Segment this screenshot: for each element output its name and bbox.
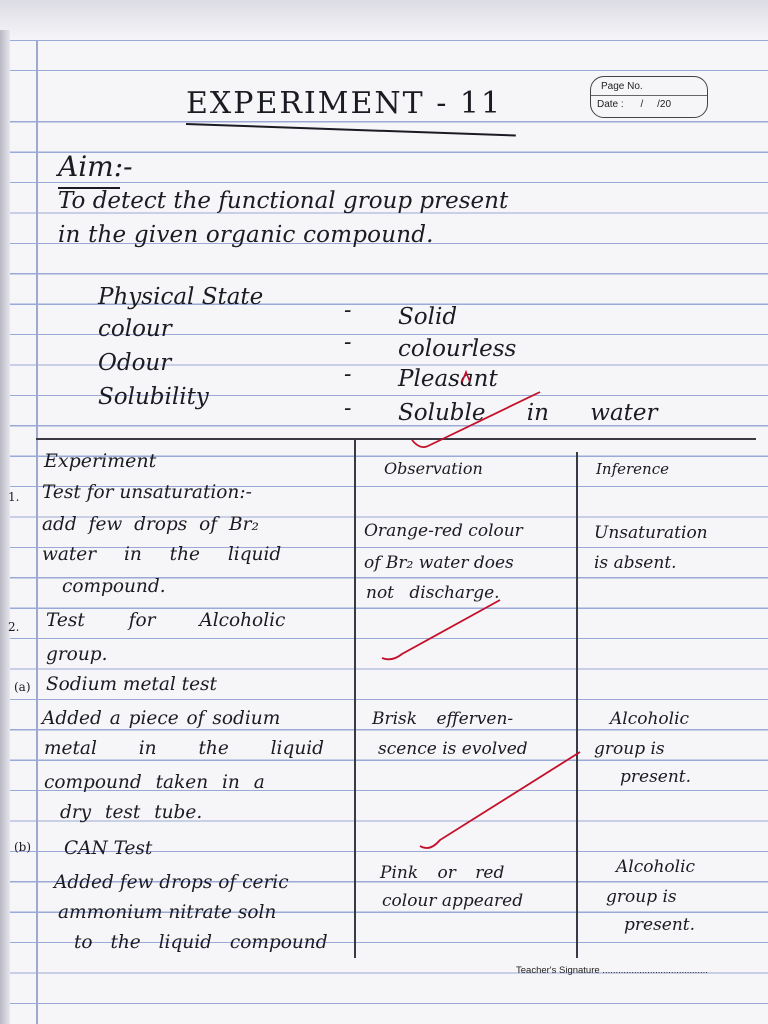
date-row (597, 99, 671, 110)
observation-line: Brisk efferven- (372, 709, 514, 729)
title-underline (186, 123, 516, 137)
property-value: Pleasant (398, 366, 498, 392)
property-label: Odour (98, 350, 172, 376)
observation-line: colour appeared (382, 891, 524, 911)
inference-line: Alcoholic (616, 857, 696, 877)
observation-line: not discharge. (366, 583, 500, 603)
property-dash: - (344, 362, 352, 387)
margin-line (36, 40, 38, 1024)
observation-line: of Br₂ water does (364, 553, 514, 573)
page-box-divider (591, 95, 707, 96)
table-column-divider (354, 438, 356, 958)
property-label: Physical State (98, 284, 264, 310)
experiment-line: water in the liquid (42, 544, 282, 565)
teacher-signature-label: Teacher's Signature ........................................ (516, 965, 708, 976)
inference-line: Unsaturation (594, 523, 708, 543)
property-value: Solid (398, 304, 458, 330)
experiment-line: Sodium metal test (46, 674, 217, 695)
column-header-inference: Inference (596, 460, 670, 478)
experiment-line: add few drops of Br₂ (42, 514, 259, 535)
inference-line: group is (594, 739, 665, 759)
experiment-line: compound taken in a (44, 772, 265, 793)
experiment-line: metal in the liquid (44, 738, 324, 759)
experiment-line: CAN Test (64, 838, 153, 859)
property-label: colour (98, 316, 172, 342)
inference-line: is absent. (594, 553, 677, 573)
aim-heading: Aim:- (58, 150, 133, 183)
table-column-divider (576, 452, 578, 958)
experiment-line: group. (46, 644, 108, 665)
experiment-line: dry test tube. (60, 802, 203, 823)
row-number: 1. (8, 490, 20, 504)
inference-line: group is (606, 887, 677, 907)
page-shadow (0, 0, 768, 40)
page-number-box (590, 76, 708, 118)
experiment-title: EXPERIMENT - 11 (186, 86, 503, 121)
column-header-experiment: Experiment (44, 450, 157, 472)
experiment-line: ammonium nitrate soln (58, 902, 277, 923)
property-dash: - (344, 298, 352, 323)
property-value: colourless (398, 336, 517, 362)
experiment-line: Added few drops of ceric (54, 872, 289, 893)
property-label: Solubility (98, 384, 209, 410)
observation-line: scence is evolved (378, 739, 528, 759)
property-dash: - (344, 330, 352, 355)
column-header-observation: Observation (384, 459, 483, 478)
table-top-border (36, 438, 756, 440)
inference-line: present. (620, 767, 692, 787)
aim-line-2: in the given organic compound. (58, 222, 434, 248)
check-mark-icon (382, 600, 500, 659)
experiment-line: Test for unsaturation:- (42, 482, 252, 503)
check-mark-icon (420, 752, 580, 848)
inference-line: present. (624, 915, 696, 935)
property-value: Soluble in water (398, 400, 658, 426)
row-number: (b) (14, 840, 32, 854)
date-label: Date : (597, 99, 624, 110)
page-binding (0, 30, 10, 1024)
experiment-line: Added a piece of sodium (42, 708, 281, 729)
property-dash: - (344, 396, 352, 421)
experiment-line: to the liquid compound (74, 932, 328, 953)
observation-line: Pink or red (380, 863, 505, 883)
inference-line: Alcoholic (610, 709, 690, 729)
experiment-line: Test for Alcoholic (46, 610, 286, 631)
observation-line: Orange-red colour (364, 521, 523, 541)
aim-line-1: To detect the functional group present (58, 188, 509, 214)
page-no-label: Page No. (601, 81, 643, 92)
date-value: / /20 (640, 99, 672, 110)
row-number: 2. (8, 620, 20, 634)
row-number: (a) (14, 680, 31, 694)
experiment-line: compound. (62, 576, 166, 597)
